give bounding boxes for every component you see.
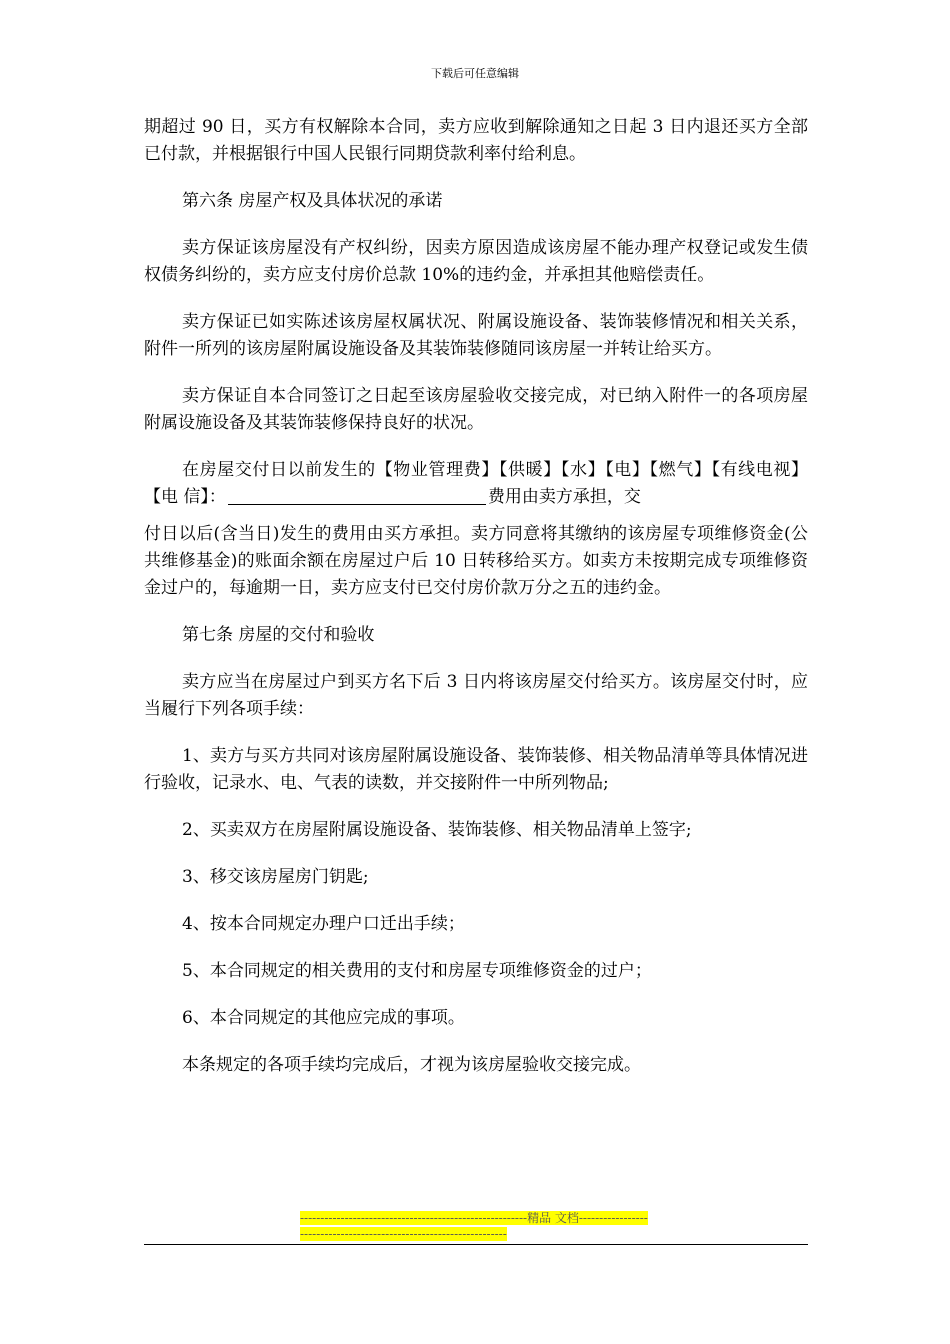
paragraph-truthful-statement: 卖方保证已如实陈述该房屋权属状况、附属设施设备、装饰装修情况和相关关系，附件一所列的该房屋附属设施设备及其装饰装修随同该房屋一并转让给买方。 [144,312,808,359]
article-7-title: 第七条 房屋的交付和验收 [182,625,375,645]
list-item-5: 5、本合同规定的相关费用的支付和房屋专项维修资金的过户； [182,961,652,981]
paragraph-delivery-procedures: 卖方应当在房屋过户到买方名下后 3 日内将该房屋交付给买方。该房屋交付时，应当履行下列各项手续： [144,672,808,719]
paragraph-completion: 本条规定的各项手续均完成后，才视为该房屋验收交接完成。 [182,1055,641,1075]
page-header: 下载后可任意编辑 [431,67,519,80]
fees-before-delivery-text: 在房屋交付日以前发生的【物业管理费】【供暖】【水】【电】【燃气】【有线电视】【电 信】： [144,460,808,507]
article-6-title: 第六条 房屋产权及具体状况的承诺 [182,191,443,211]
footer-watermark-text: --------------------------------------------------------精品 文档-------------------------------------------------------------------- [300,1211,648,1241]
footer-divider [144,1244,808,1245]
list-item-6: 6、本合同规定的其他应完成的事项。 [182,1008,465,1028]
paragraph-no-dispute-guarantee: 卖方保证该房屋没有产权纠纷，因卖方原因造成该房屋不能办理产权登记或发生债权债务纠纷的，卖方应支付房价总款 10%的违约金，并承担其他赔偿责任。 [144,238,808,285]
paragraph-maintenance-guarantee: 卖方保证自本合同签订之日起至该房屋验收交接完成，对已纳入附件一的各项房屋附属设施设备及其装饰装修保持良好的状况。 [144,386,808,433]
fees-before-delivery-tail: 费用由卖方承担，交 [487,487,641,507]
list-item-1: 1、卖方与买方共同对该房屋附属设施设备、装饰装修、相关物品清单等具体情况进行验收，记录水、电、气表的读数，并交接附件一中所列物品; [144,746,808,793]
list-item-3: 3、移交该房屋房门钥匙; [182,867,369,887]
list-item-4: 4、按本合同规定办理户口迁出手续； [182,914,465,934]
paragraph-fees-before-delivery [144,457,808,511]
page-footer [300,1210,650,1242]
list-item-2: 2、买卖双方在房屋附属设施设备、装饰装修、相关物品清单上签字; [182,820,692,840]
paragraph-payment-termination: 期超过 90 日，买方有权解除本合同，卖方应收到解除通知之日起 3 日内退还买方全部已付款，并根据银行中国人民银行同期贷款利率付给利息。 [144,117,808,164]
fill-in-blank [228,486,486,505]
paragraph-fees-after-delivery: 付日以后(含当日)发生的费用由买方承担。卖方同意将其缴纳的该房屋专项维修资金(公共维修基金)的账面余额在房屋过户后 10 日转移给买方。如卖方未按期完成专项维修资金过户的，每逾期一日，卖方应支付已交付房价款万分之五的违约金。 [144,524,808,598]
document-body [144,114,808,1099]
